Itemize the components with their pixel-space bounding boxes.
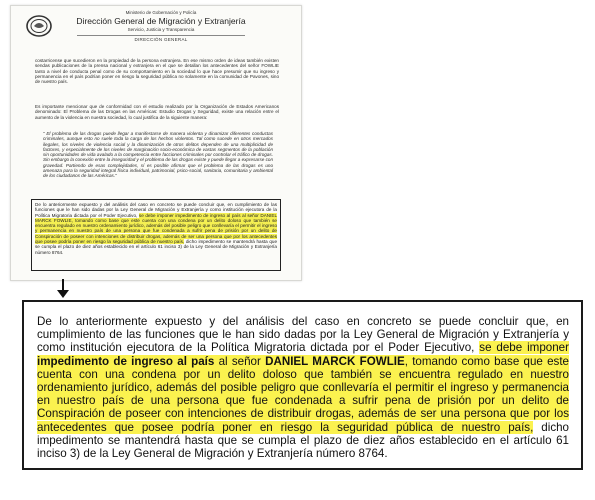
letterhead-ministry: Ministerio de Gobernación y Policía xyxy=(125,10,197,15)
letterhead-subtitle: Servicio, Justicia y Transparencia xyxy=(127,27,195,32)
excerpt-tail: dicho impedimento se mantendrá hasta que se cumpla el plazo de diez años establecido en el artículo 61 inciso 3) de la Ley General de Migración y Extranjería número 8764. xyxy=(37,420,570,461)
scan-box-intro: De lo anteriormente expuesto y del análisis del caso en concreto se puede concluir que, en cumplimiento de las funciones que le han sido dadas por la Ley General de Migración y Extranjería y como institución ejecutora de la Política Migratoria dictada por el Poder Ejecutivo, xyxy=(35,202,277,218)
scan-boxed-conclusion xyxy=(31,199,281,271)
excerpt-highlight xyxy=(37,341,569,433)
scan-paragraph-2: Es importante mencionar que de conformidad con el estudio realizado por la Organización de Estados Americanos denominado: El Problema de las Drogas en las Américas: Estudio Drogas y Seguridad, existe una relación entre el aumento de la violencia en nuestra sociedad, lo cual justifica de la siguiente manera: xyxy=(35,104,279,120)
scanned-document-page xyxy=(10,5,302,281)
letterhead xyxy=(71,10,251,43)
government-seal-icon xyxy=(25,14,53,38)
excerpt-h1: se debe imponer xyxy=(479,341,569,355)
excerpt-text xyxy=(37,315,569,460)
excerpt-name-bold: DANIEL MARCK FOWLIE xyxy=(265,354,405,368)
excerpt-h1-bold: impedimento de ingreso al país xyxy=(37,354,215,368)
excerpt-h3: , tomando como base que este cuenta con una condena por un delito doloso que también se encuentra regulado en nuestro ordenamiento jurídico, además del posible peligro que conllevaría el permitir el ingreso y permanencia en nuestro país de una persona que fue condenada a sufrir pena de prisión por un delito de Conspiración de poseer con intenciones de distribuir drogas, además de ser una persona que por los antecedentes que posee podría poner en riesgo la seguridad pública de nuestro país, xyxy=(37,354,569,434)
scan-box-tail: dicho impedimento se mantendrá hasta que se cumpla el plazo de diez años establecido en el artículo 61 inciso 3) de la Ley General de Migración y Extranjería número 8764. xyxy=(35,239,277,255)
letterhead-title: Dirección General de Migración y Extranjería xyxy=(76,16,246,26)
letterhead-department: DIRECCIÓN GENERAL xyxy=(134,37,188,42)
scan-quote: " El problema de las drogas puede llegar a manifestarse de manera violenta y dinamizar diferentes conductas criminales, aunque esto no suele toda la carga de los hechos violentos. Tal como sucede en otros mercados ilegales, los niveles de violencia social y la dinamización de otros delitos dependen de una multiplicidad de factores, y especialmente de los niveles de marginación socio-económica de vastas segmentos de la población sin oportunidades de vida avalado a la competencia entre facciones criminales por controlar el tráfico de drogas. Sin embargo la conexión entre la inseguridad y el problema de las drogas existe y puede llegar a expresarse con gravedad. Partiendo de esas complejidades, sí es posible afirmar que el problema de las drogas es uno amenaza para la seguridad integral física individual, patrimonial, psico-social, sanitaria, comunitaria y ambiental de los ciudadanos de las Américas." xyxy=(43,131,273,179)
letterhead-divider xyxy=(77,35,245,36)
scan-box-highlight: se debe imponer impedimento de ingreso al país al señor DANIEL MARCK FOWLIE, tomando como base que este cuenta con una condena por un delito doloso que también se encuentra regulado en nuestro ordenamiento jurídico, además del posible peligro que conllevaría el permitir el ingreso y permanencia en nuestro país de una persona que fue condenada a sufrir pena de prisión por un delito de Conspiración de poseer con intenciones de distribuir drogas, además de ser una persona que por los antecedentes que posee podría poner en riesgo la seguridad pública de nuestro país, xyxy=(35,212,278,245)
zoomed-excerpt-box xyxy=(22,300,583,470)
arrow-down-icon xyxy=(57,290,69,298)
excerpt-h2: al señor xyxy=(214,354,266,368)
excerpt-intro: De lo anteriormente expuesto y del análisis del caso en concreto se puede concluir que, en cumplimiento de las funciones que le han sido dadas por la Ley General de Migración y Extranjería y como institución ejecutora de la Política Migratoria dictada por el Poder Ejecutivo, xyxy=(37,315,569,355)
scan-paragraph-1: costarricense que sucedieron en la propiedad de la persona extranjera. En ese mismo orden de ideas también existen sendas publicaciones de la prensa nacional y extranjera en el que se detallan los antecedentes del señor FOWLIE tanto a nivel de conducta penal como de su comportamiento en la sociedad lo que hace presumir que su ingreso y permanencia en el país podrían poner en riesgo la seguridad pública no solamente en la comunidad de Pavones, sino de nuestro país. xyxy=(35,58,279,85)
